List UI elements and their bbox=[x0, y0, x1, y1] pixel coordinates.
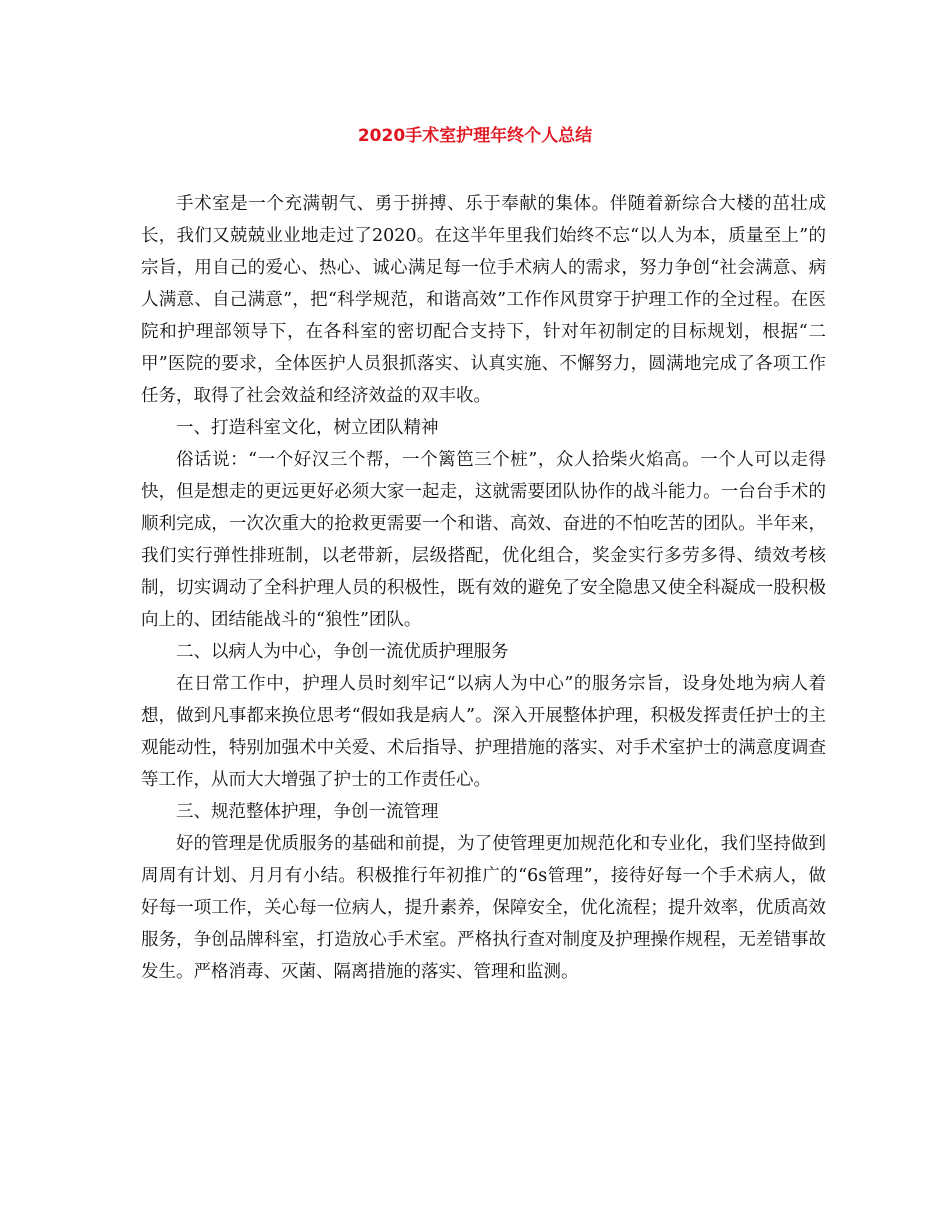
section-heading-2: 二、以病人为中心，争创一流优质护理服务 bbox=[176, 642, 509, 662]
section-paragraph-1: 俗话说：“一个好汉三个帮，一个篱笆三个桩”，众人拾柴火焰高。一个人可以走得快，但是想走的更远更好必须大家一起走，这就需要团队协作的战斗能力。一台台手术的顺利完成，一次次重大的抢救更需要一个和谐、高效、奋进的不怕吃苦的团队。半年来，我们实行弹性排班制，以老带新，层级搭配，优化组合，奖金实行多劳多得、绩效考核制，切实调动了全科护理人员的积极性，既有效的避免了安全隐患又使全科凝成一股积极向上的、团结能战斗的“狼性”团队。 bbox=[141, 450, 826, 630]
section-heading-3: 三、规范整体护理，争创一流管理 bbox=[176, 802, 439, 822]
document-title: 2020手术室护理年终个人总结 bbox=[357, 126, 593, 146]
section-paragraph-2: 在日常工作中，护理人员时刻牢记“以病人为中心”的服务宗旨，设身处地为病人着想，做到凡事都来换位思考“假如我是病人”。深入开展整体护理，积极发挥责任护士的主观能动性，特别加强术中关爱、术后指导、护理措施的落实、对手术室护士的满意度调查等工作，从而大大增强了护士的工作责任心。 bbox=[141, 674, 826, 790]
section-heading-1: 一、打造科室文化，树立团队精神 bbox=[176, 418, 439, 438]
document-body bbox=[141, 188, 826, 988]
intro-paragraph: 手术室是一个充满朝气、勇于拼搏、乐于奉献的集体。伴随着新综合大楼的茁壮成长，我们又兢兢业业地走过了2020。在这半年里我们始终不忘“以人为本，质量至上”的宗旨，用自己的爱心、热心、诚心满足每一位手术病人的需求，努力争创“社会满意、病人满意、自己满意”，把“科学规范，和谐高效”工作作风贯穿于护理工作的全过程。在医院和护理部领导下，在各科室的密切配合支持下，针对年初制定的目标规划，根据“二甲”医院的要求，全体医护人员狠抓落实、认真实施、不懈努力，圆满地完成了各项工作任务，取得了社会效益和经济效益的双丰收。 bbox=[141, 194, 826, 406]
section-paragraph-3: 好的管理是优质服务的基础和前提，为了使管理更加规范化和专业化，我们坚持做到周周有计划、月月有小结。积极推行年初推广的“6s管理”，接待好每一个手术病人，做好每一项工作，关心每一位病人，提升素养，保障安全，优化流程；提升效率，优质高效服务，争创品牌科室，打造放心手术室。严格执行查对制度及护理操作规程，无差错事故发生。严格消毒、灭菌、隔离措施的落实、管理和监测。 bbox=[141, 834, 826, 982]
